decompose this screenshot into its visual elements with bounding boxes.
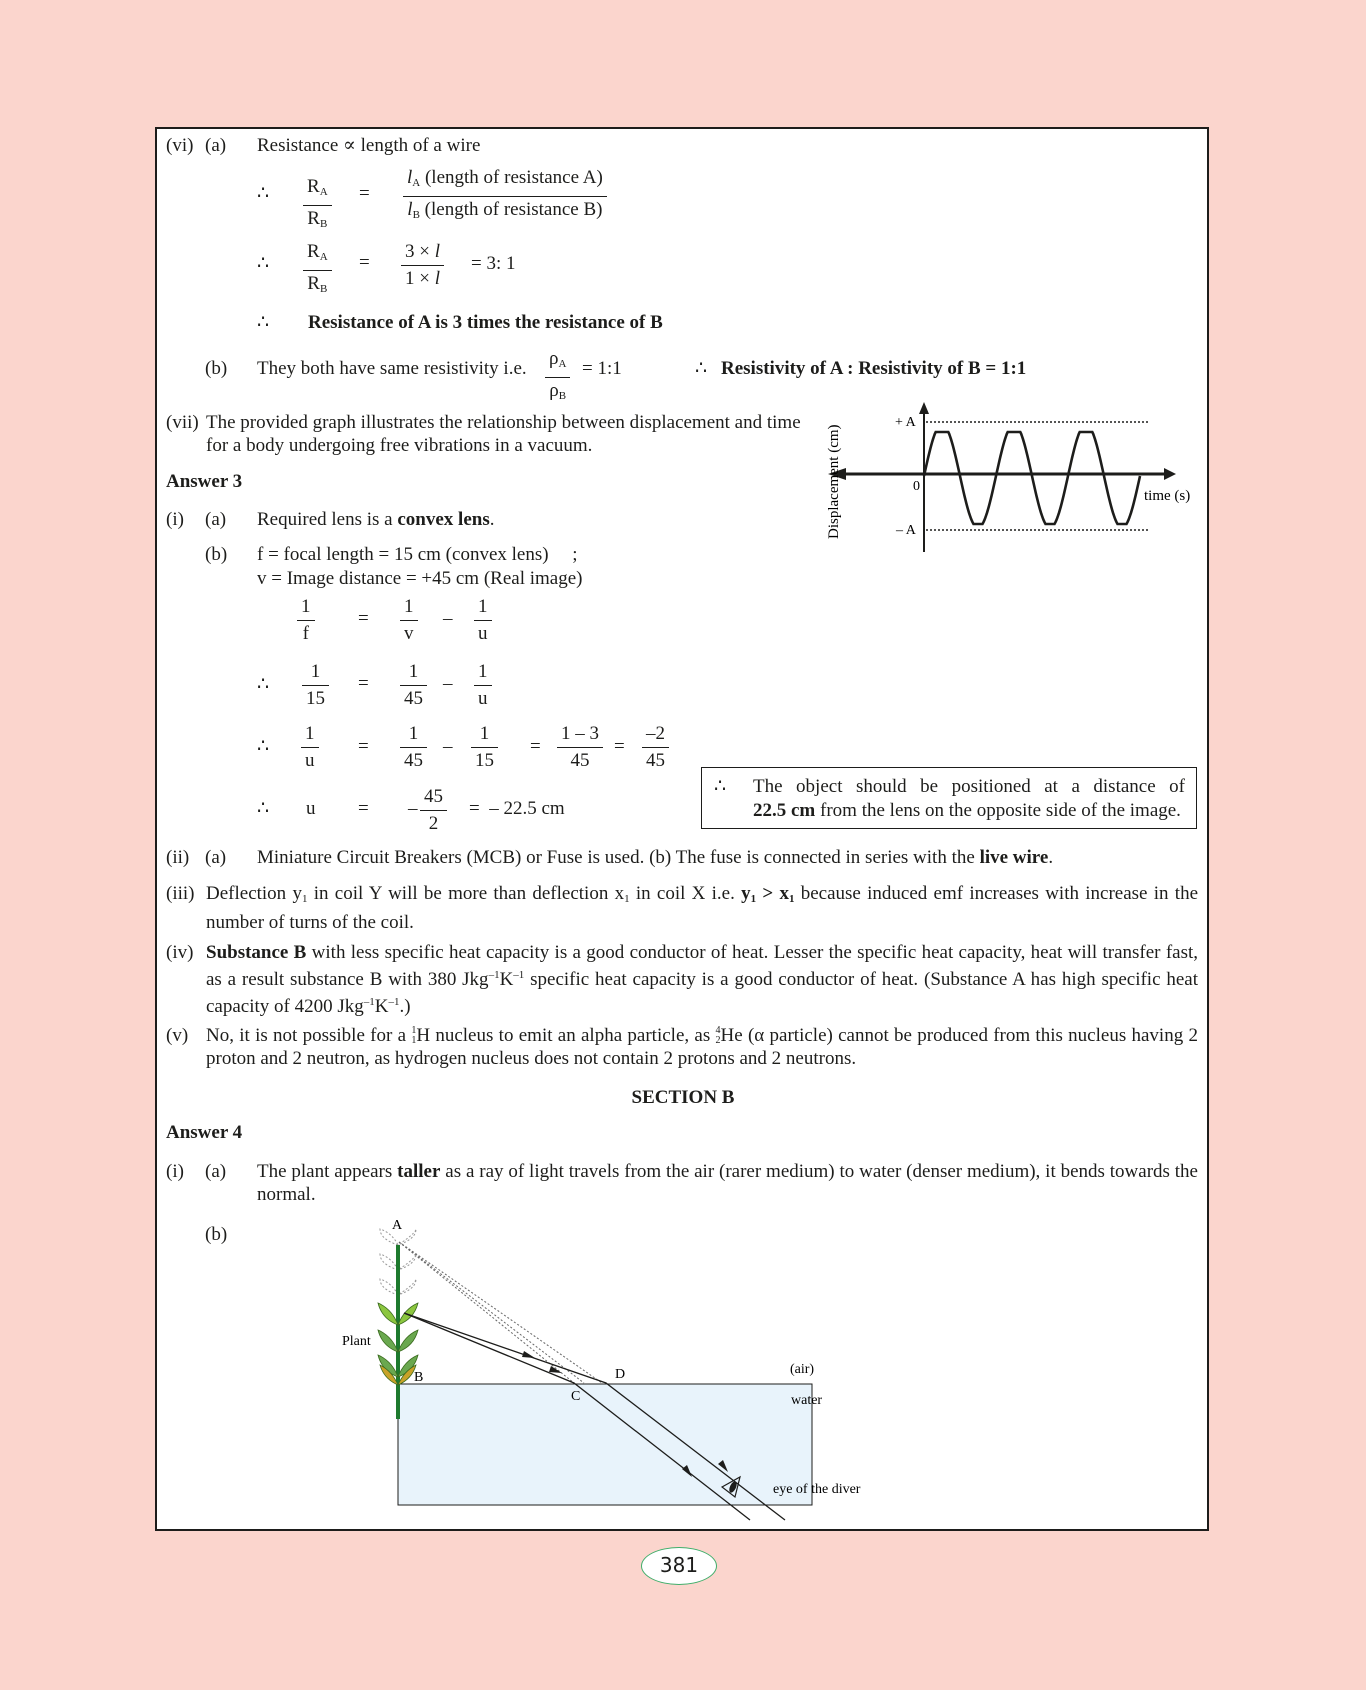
equals-sign: = [358, 673, 369, 694]
minus-sign: – [443, 673, 453, 694]
resistance-ratio: = 3: 1 [471, 253, 516, 274]
q7-line2: for a body undergoing free vibrations in a vacuum. [206, 435, 593, 456]
therefore-symbol: ∴ [257, 253, 270, 274]
equals-sign: = [614, 736, 625, 757]
q4-text: Substance B with less specific heat capacity is a good conductor of heat. Lesser the specific heat capacity, heat will transfer fast, as a result substance B with 380 $Jkg^{-1}K^{-1}$ specific heat capacity is a good conductor of heat. (Substance A has high specific heat capacity of 4200 $Jkg^{-1}K^{-1}$.) [206, 942, 1199, 1017]
u-symbol: u [306, 798, 316, 819]
q5-text: No, it is not possible for a 1 1H nucleus to emit an alpha particle, as 4 2He (α particle) cannot be produced from this nucleus having 2 proton and 2 neutron, as hydrogen nucleus does not contain 2 protons and 2 neutrons. [206, 1025, 1198, 1069]
a4-a-text: The plant appears taller as a ray of light travels from the air (rarer medium) to water (denser medium), it bends towards the normal. [257, 1161, 1198, 1205]
a3-i-label: (i) [166, 509, 184, 530]
resistivity-ratio: = 1:1 [582, 358, 622, 379]
one-over-u: $\frac{1}{u}$ [474, 661, 492, 710]
page-number: 381 [641, 1547, 717, 1585]
q6a-label: (a) [205, 135, 227, 156]
point-d-label: D [615, 1367, 626, 1382]
origin-label: 0 [913, 479, 920, 494]
answer3-heading: Answer 3 [166, 471, 243, 492]
a3-a-text: Required lens is a convex lens. [257, 509, 495, 530]
point-b-label: B [414, 1370, 424, 1385]
water-label: water [791, 1393, 823, 1408]
answer3-conclusion-box [701, 767, 1197, 829]
point-a-label: A [392, 1218, 403, 1233]
equals-sign: = [530, 736, 541, 757]
box-line2: 22.5 cm from the lens on the opposite side of the image. [753, 800, 1181, 821]
therefore-symbol: ∴ [714, 776, 727, 797]
one-over-u: $\frac{1}{u}$ [474, 596, 492, 645]
q7-label: (vii) [166, 412, 199, 433]
therefore-symbol: ∴ [257, 674, 270, 695]
negative-sign: – [408, 798, 418, 819]
one-over-45: $\frac{1}{45}$ [400, 661, 427, 710]
forty-five-over-two: $\frac{45}{2}$ [420, 786, 447, 835]
resistance-conclusion: Resistance of A is 3 times the resistance of B [308, 312, 663, 333]
q3-label: (iii) [166, 883, 195, 904]
a3-b-label: (b) [205, 544, 228, 565]
section-b-heading: SECTION B [631, 1087, 735, 1108]
q6b-text: They both have same resistivity i.e. [257, 358, 527, 379]
box-line1: The object should be positioned at a distance of [753, 776, 1185, 797]
q2-label: (ii) [166, 847, 190, 868]
y-axis-label: Displacement (cm) [826, 424, 842, 539]
therefore-symbol: ∴ [695, 358, 708, 379]
q6b-label: (b) [205, 358, 228, 379]
rho-fraction: $\frac{\rho_A}{\rho_B}$ [545, 348, 570, 407]
eye-label: eye of the diver [773, 1482, 861, 1497]
a3-b-line1: f = focal length = 15 cm (convex lens) ; [257, 544, 578, 565]
therefore-symbol: ∴ [257, 798, 270, 819]
equals-sign: = [359, 252, 370, 273]
one-over-f: $\frac{1}{f}$ [297, 596, 315, 645]
air-label: (air) [790, 1362, 815, 1377]
oscillation-wave [924, 432, 1140, 524]
therefore-symbol: ∴ [257, 183, 270, 204]
three-l-fraction: $\frac{3 \times l}{1 \times l}$ [401, 241, 444, 290]
ra-rb-fraction: $\frac{R_A}{R_B}$ [303, 241, 332, 300]
neg-two-over-45: $\frac{-2}{45}$ [642, 723, 669, 772]
one-over-v: $\frac{1}{v}$ [400, 596, 418, 645]
a4-i-label: (i) [166, 1161, 184, 1182]
therefore-symbol: ∴ [257, 736, 270, 757]
q5-label: (v) [166, 1025, 189, 1046]
length-ratio-fraction: $l_A$ (length of resistance A) $l_B$ (length of resistance B) [403, 167, 607, 226]
answer4-heading: Answer 4 [166, 1122, 243, 1143]
a3-a-label: (a) [205, 509, 227, 530]
ra-rb-fraction: $\frac{R_A}{R_B}$ [303, 176, 332, 235]
q2-text: Miniature Circuit Breakers (MCB) or Fuse is used. (b) The fuse is connected in series with the live wire. [257, 847, 1054, 868]
one-over-15: $\frac{1}{15}$ [471, 723, 498, 772]
therefore-symbol: ∴ [257, 312, 270, 333]
equals-sign: = [359, 183, 370, 204]
q7-line1: The provided graph illustrates the relationship between displacement and time [206, 412, 801, 433]
equals-sign: = [358, 608, 369, 629]
one-over-15: $\frac{1}{15}$ [302, 661, 329, 710]
minus-a-label: – A [896, 523, 916, 538]
a4-a-label: (a) [205, 1161, 227, 1182]
q6a-statement: Resistance ∝ length of a wire [257, 135, 481, 156]
q3-text: Deflection $y_1$ in coil Y will be more than deflection $x_1$ in coil X i.e. $y_1 > x_1$ because induced emf increases with increase in the number of turns of the coil. [206, 883, 1198, 933]
point-c-label: C [571, 1389, 581, 1404]
displacement-time-graph [820, 396, 1190, 556]
one-over-u: $\frac{1}{u}$ [301, 723, 319, 772]
resistivity-conclusion: Resistivity of A : Resistivity of B = 1:1 [721, 358, 1027, 379]
q4-label: (iv) [166, 942, 194, 963]
equals-sign: = [358, 736, 369, 757]
plus-a-label: + A [895, 415, 916, 430]
minus-sign: – [443, 736, 453, 757]
a3-b-line2: v = Image distance = +45 cm (Real image) [257, 568, 583, 589]
x-axis-label: time (s) [1144, 488, 1190, 504]
equals-sign: = [358, 798, 369, 819]
one-minus-three-over-45: $\frac{1 - 3}{45}$ [557, 723, 603, 772]
q6-label: (vi) [166, 135, 194, 156]
plant-label: Plant [342, 1334, 371, 1349]
a4-b-label: (b) [205, 1224, 228, 1245]
u-result: = – 22.5 cm [469, 798, 565, 819]
q2a-label: (a) [205, 847, 227, 868]
refraction-diagram [330, 1215, 890, 1525]
minus-sign: – [443, 608, 453, 629]
one-over-45: $\frac{1}{45}$ [400, 723, 427, 772]
